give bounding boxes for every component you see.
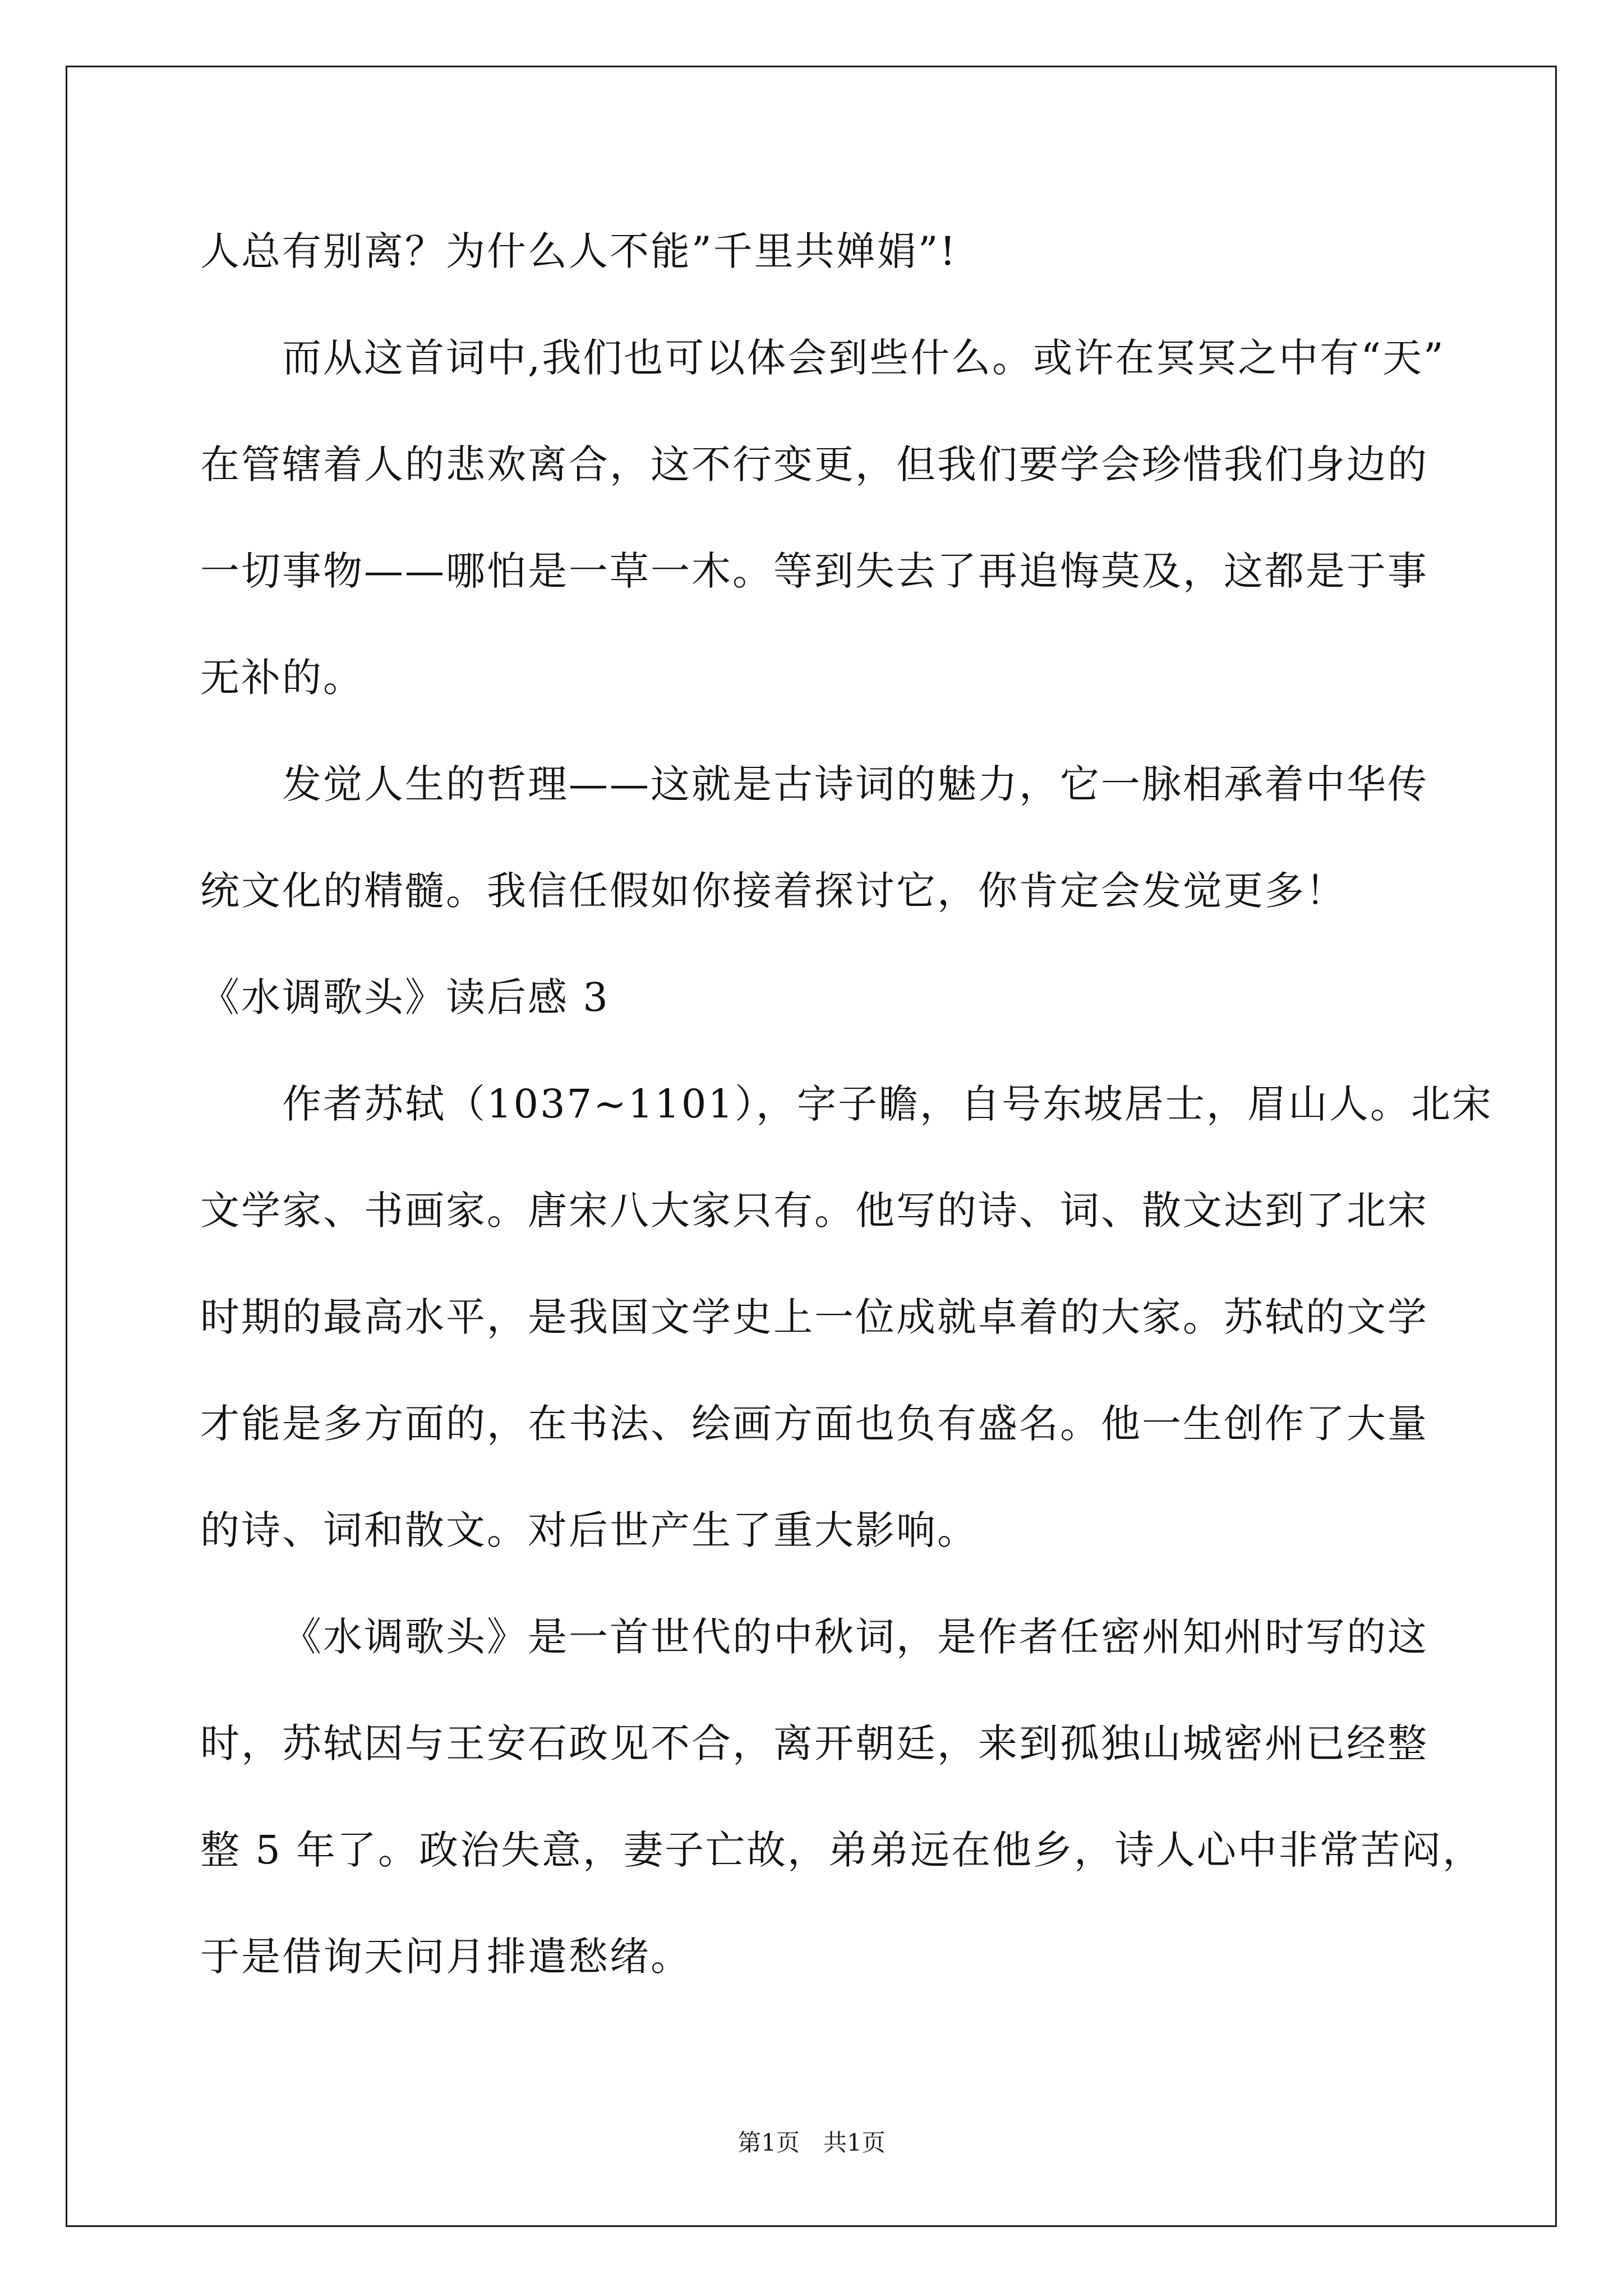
text-line: 统文化的精髓。我信任假如你接着探讨它，你肯定会发觉更多！: [200, 868, 1347, 914]
text-line: 人总有别离？为什么人不能”千里共婵娟”!: [200, 228, 957, 274]
text-line: 的诗、词和散文。对后世产生了重大影响。: [200, 1507, 978, 1553]
text-line: 一切事物——哪怕是一草一木。等到失去了再追悔莫及，这都是于事: [200, 548, 1428, 594]
text-line: 整 5 年了。政治失意，妻子亡故，弟弟远在他乡，诗人心中非常苦闷，: [200, 1827, 1484, 1873]
page-number-footer: 第1页 共1页: [737, 2129, 886, 2156]
text-line: 而从这首词中,我们也可以体会到些什么。或许在冥冥之中有“天”: [282, 335, 1445, 381]
text-line: 时期的最高水平，是我国文学史上一位成就卓着的大家。苏轼的文学: [200, 1294, 1428, 1340]
paragraph: [200, 198, 1490, 305]
document-body: [200, 198, 1493, 2010]
text-line: 无补的。: [200, 655, 364, 701]
text-line: 于是借询天问月排遣愁绪。: [200, 1934, 691, 1980]
text-line: 发觉人生的哲理——这就是古诗词的魅力，它一脉相承着中华传: [282, 761, 1428, 807]
paragraph: [200, 305, 1490, 731]
text-line: 在管辖着人的悲欢离合，这不行变更，但我们要学会珍惜我们身边的: [200, 441, 1428, 487]
text-line: 文学家、书画家。唐宋八大家只有。他写的诗、词、散文达到了北宋: [200, 1188, 1428, 1234]
text-line: 作者苏轼（1037~1101），字子瞻，自号东坡居士，眉山人。北宋: [282, 1081, 1493, 1127]
text-line: 才能是多方面的，在书法、绘画方面也负有盛名。他一生创作了大量: [200, 1401, 1428, 1447]
text-line: 时，苏轼因与王安石政见不合，离开朝廷，来到孤独山城密州已经整: [200, 1720, 1428, 1766]
paragraph: [200, 1051, 1493, 1584]
section-heading: 《水调歌头》读后感 3: [200, 974, 610, 1020]
text-line: 《水调歌头》是一首世代的中秋词，是作者任密州知州时写的这: [282, 1614, 1428, 1660]
paragraph: [200, 1584, 1490, 2010]
paragraph: [200, 731, 1490, 944]
